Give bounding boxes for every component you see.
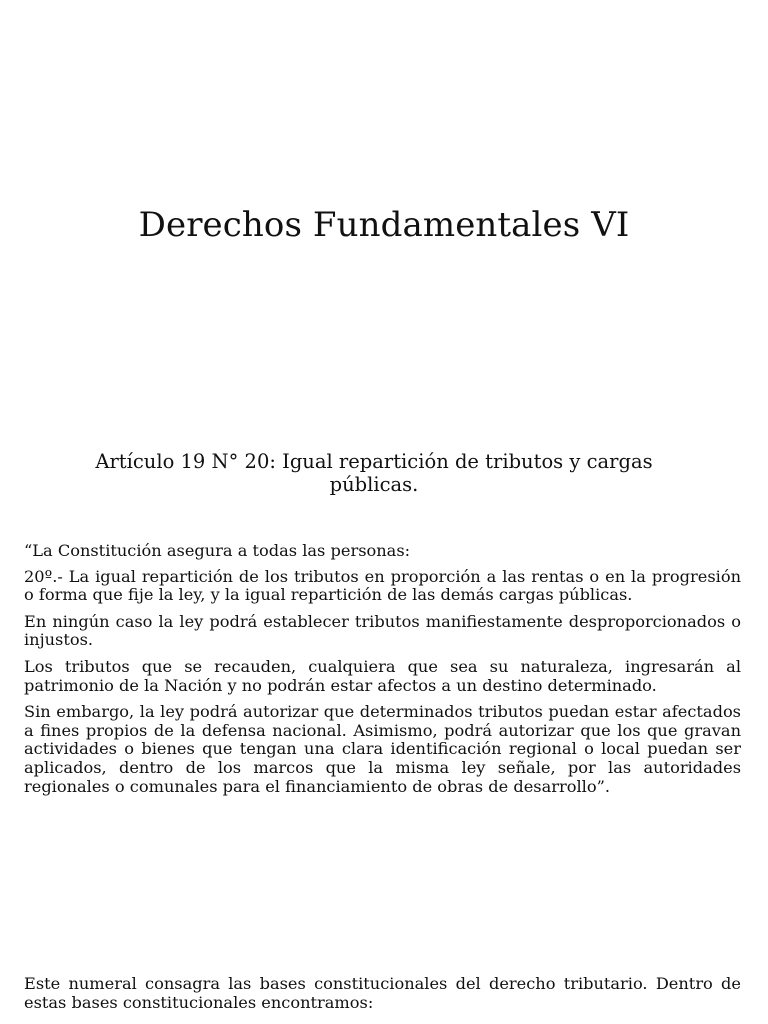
paragraph-sin-embargo: Sin embargo, la ley podrá autorizar que determinados tributos puedan estar afectados a fines propios de la defensa nacional. Asimismo, podrá autorizar que los que gravan actividades o bienes que tengan una clara identificación regional o local puedan ser aplicados, dentro de los marcos que la misma ley señale, por las autoridades regionales o comunales para el financiamiento de obras de desarrollo”. — [24, 702, 741, 796]
paragraph-intro: “La Constitución asegura a todas las personas: — [24, 541, 411, 560]
closing-paragraph: Este numeral consagra las bases constitucionales del derecho tributario. Dentro de estas bases constitucionales encontramos: — [24, 974, 741, 1012]
article-subtitle: Artículo 19 N° 20: Igual repartición de tributos y cargas públicas. — [95, 450, 653, 496]
article-body — [24, 542, 741, 804]
page-title: Derechos Fundamentales VI — [138, 205, 630, 245]
paragraph-no-disproportion: En ningún caso la ley podrá establecer tributos manifiestamente desproporcionados o injustos. — [24, 611, 741, 650]
paragraph-20: 20º.- La igual repartición de los tributos en proporción a las rentas o en la progresión o forma que fije la ley, y la igual repartición de las demás cargas públicas. — [24, 566, 741, 605]
paragraph-patrimonio: Los tributos que se recauden, cualquiera que sea su naturaleza, ingresarán al patrimonio de la Nación y no podrán estar afectos a un destino determinado. — [24, 656, 741, 695]
